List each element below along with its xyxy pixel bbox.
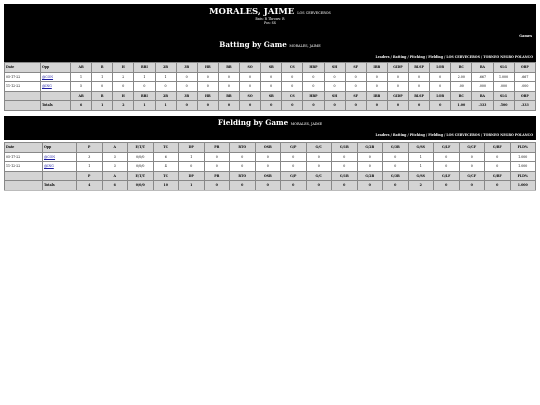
stat-cell: 0 — [332, 162, 358, 172]
stat-cell: 0 — [282, 82, 303, 92]
stat-cell: 1.000 — [510, 162, 536, 172]
column-header: G/CF — [459, 171, 485, 181]
batting-title-text: Batting by Game — [219, 40, 287, 49]
column-header: CS — [282, 63, 303, 73]
stat-cell: 1 — [155, 72, 176, 82]
column-header: TC — [153, 171, 179, 181]
stat-cell: 0 — [409, 72, 430, 82]
column-header: SB — [261, 63, 282, 73]
fielding-title — [4, 118, 536, 127]
column-header: LOB — [430, 91, 451, 101]
opponent-link[interactable]: @ING — [44, 164, 54, 169]
stat-cell: 0 — [113, 82, 134, 92]
table-subheader-row — [5, 91, 536, 101]
column-header: GIDP — [387, 91, 408, 101]
column-header: P — [77, 143, 103, 153]
column-header: PB — [204, 143, 230, 153]
stat-cell: 0 — [306, 162, 332, 172]
stat-cell: .000 — [493, 82, 514, 92]
stat-cell: 1 — [408, 162, 434, 172]
column-header: G/CF — [459, 143, 485, 153]
column-header — [43, 171, 77, 181]
opponent-cell[interactable] — [41, 72, 71, 82]
stat-cell: 0 — [357, 152, 383, 162]
stat-cell: 0 — [176, 72, 197, 82]
total-cell: 0 — [240, 101, 261, 111]
column-header: OSB — [255, 171, 281, 181]
column-header — [5, 171, 43, 181]
column-header: HR — [197, 91, 218, 101]
column-header: BLSP — [409, 63, 430, 73]
column-header: Opp — [43, 143, 77, 153]
stat-cell: 0 — [383, 152, 409, 162]
stat-cell: 0 — [324, 82, 345, 92]
column-header: G/3B — [383, 171, 409, 181]
column-header: G/SS — [408, 143, 434, 153]
column-header: G/P — [281, 171, 307, 181]
stat-cell: 0 — [357, 162, 383, 172]
table-header-row — [5, 63, 536, 73]
stat-cell: 1 — [71, 72, 92, 82]
column-header: G/RF — [485, 143, 511, 153]
column-header: BB — [218, 91, 239, 101]
stat-cell: 0 — [485, 162, 511, 172]
batting-title — [4, 40, 536, 49]
stat-cell: 0 — [459, 152, 485, 162]
column-header: Date — [5, 143, 43, 153]
column-header: CS — [282, 91, 303, 101]
stat-cell: 0 — [204, 162, 230, 172]
total-cell: 6 — [71, 101, 92, 111]
stat-cell: 0 — [383, 162, 409, 172]
column-header: IBB — [366, 91, 387, 101]
stat-cell: 0 — [366, 72, 387, 82]
column-header: FLD% — [510, 171, 536, 181]
opponent-cell[interactable] — [43, 162, 77, 172]
total-cell: 0/0/0 — [128, 181, 154, 191]
stat-cell: 1 — [408, 152, 434, 162]
column-header: RC — [451, 63, 472, 73]
column-header: IBB — [366, 63, 387, 73]
batting-nav-links[interactable]: Leaders / Batting / Pitching / Fielding / LOS CERVECEROS / TORNEO NEGRO POLANCO — [375, 55, 533, 59]
stat-cell: 5 — [71, 82, 92, 92]
stat-cell: 0 — [261, 82, 282, 92]
table-row — [5, 72, 536, 82]
column-header: HBP — [303, 91, 324, 101]
stat-cell: 0 — [485, 152, 511, 162]
column-header: G/LF — [434, 171, 460, 181]
stat-cell: 0 — [387, 82, 408, 92]
stat-cell: 0 — [387, 72, 408, 82]
stat-cell: 0 — [430, 82, 451, 92]
stat-cell: 0 — [230, 152, 256, 162]
total-cell: 0 — [409, 101, 430, 111]
column-header: BA — [472, 63, 493, 73]
games-link[interactable]: Games — [519, 34, 532, 38]
column-header: AB — [71, 63, 92, 73]
column-header: G/C — [306, 171, 332, 181]
total-cell: 0 — [303, 101, 324, 111]
total-cell: 1 — [134, 101, 155, 111]
stat-cell: 0/0/0 — [128, 162, 154, 172]
column-header: E/T/T — [128, 171, 154, 181]
stat-cell: 3 — [77, 152, 103, 162]
opponent-link[interactable]: @CON — [44, 154, 56, 159]
page-divider — [4, 190, 536, 191]
stat-cell: 0 — [303, 82, 324, 92]
totals-row — [5, 181, 536, 191]
column-header: G/LF — [434, 143, 460, 153]
opponent-cell[interactable] — [41, 82, 71, 92]
totals-spacer — [5, 101, 41, 111]
stat-cell: 0 — [434, 152, 460, 162]
column-header: P — [77, 171, 103, 181]
column-header: SH — [324, 63, 345, 73]
stat-cell: 3 — [102, 162, 128, 172]
bats-throws: Bats: R Throws: R — [255, 17, 285, 21]
stat-cell: .000 — [514, 82, 535, 92]
opponent-cell[interactable] — [43, 152, 77, 162]
column-header: 3B — [176, 63, 197, 73]
column-header: R — [92, 63, 113, 73]
column-header — [5, 91, 41, 101]
stat-cell: .667 — [472, 72, 493, 82]
stat-cell: 1.000 — [510, 152, 536, 162]
column-header: SLG — [493, 63, 514, 73]
column-header: AB — [71, 91, 92, 101]
stat-cell: 0 — [306, 152, 332, 162]
column-header: LOB — [430, 63, 451, 73]
column-header: HR — [197, 63, 218, 73]
column-header: G/1B — [332, 143, 358, 153]
total-cell: 1 — [179, 181, 205, 191]
column-header: RBI — [134, 63, 155, 73]
column-header: BB — [218, 63, 239, 73]
stat-cell: 0 — [281, 162, 307, 172]
column-header: A — [102, 143, 128, 153]
total-cell: 0 — [459, 181, 485, 191]
player-name: MORALES, JAIME — [209, 7, 295, 17]
total-cell: 0 — [324, 101, 345, 111]
total-cell: .500 — [493, 101, 514, 111]
column-header: G/2B — [357, 171, 383, 181]
column-header: PB — [204, 171, 230, 181]
stat-cell: 0 — [281, 152, 307, 162]
column-header: H — [113, 91, 134, 101]
total-cell: 0 — [345, 101, 366, 111]
stat-cell: 0 — [240, 82, 261, 92]
game-date: 05-17-22 — [5, 72, 41, 82]
stat-cell: 0 — [179, 162, 205, 172]
total-cell: 0 — [255, 181, 281, 191]
stat-cell: 0 — [134, 82, 155, 92]
total-cell: 0 — [204, 181, 230, 191]
stat-cell: 1 — [134, 72, 155, 82]
total-cell: 4 — [77, 181, 103, 191]
column-header: DP — [179, 171, 205, 181]
total-cell: 0 — [357, 181, 383, 191]
stat-cell: 0 — [255, 162, 281, 172]
column-header: OSB — [255, 143, 281, 153]
stat-cell: 0 — [204, 152, 230, 162]
stat-cell: 0 — [230, 162, 256, 172]
totals-label: Totals — [43, 181, 77, 191]
game-date: 05-17-22 — [5, 152, 43, 162]
stat-cell: 0 — [197, 82, 218, 92]
batting-title-player: MORALES, JAIME — [289, 44, 321, 48]
total-cell: .333 — [472, 101, 493, 111]
column-header: DP — [179, 143, 205, 153]
fielding-title-player: MORALES, JAIME — [290, 122, 323, 126]
column-header: RBI — [134, 91, 155, 101]
column-header: R — [92, 91, 113, 101]
stat-cell: 0 — [218, 82, 239, 92]
stat-cell: 0 — [430, 72, 451, 82]
total-cell: 0 — [281, 181, 307, 191]
stat-cell: 0 — [459, 162, 485, 172]
column-header: SF — [345, 91, 366, 101]
stat-cell: 0 — [261, 72, 282, 82]
column-header: G/SS — [408, 171, 434, 181]
stat-cell: 2.00 — [451, 72, 472, 82]
stat-cell: 0 — [366, 82, 387, 92]
column-header: 2B — [155, 91, 176, 101]
stat-cell: 0 — [197, 72, 218, 82]
column-header: RTO — [230, 143, 256, 153]
player-header — [4, 4, 536, 38]
column-header: BA — [472, 91, 493, 101]
column-header: G/P — [281, 143, 307, 153]
total-cell: 0 — [434, 181, 460, 191]
table-subheader-row — [5, 171, 536, 181]
stat-cell: 0 — [345, 82, 366, 92]
stat-cell: 0 — [303, 72, 324, 82]
total-cell: 0 — [261, 101, 282, 111]
player-name-heading — [4, 4, 536, 17]
column-header: G/3B — [383, 143, 409, 153]
column-header: SH — [324, 91, 345, 101]
column-header — [41, 91, 71, 101]
total-cell: 1 — [155, 101, 176, 111]
column-header: HBP — [303, 63, 324, 73]
stat-cell: .667 — [514, 72, 535, 82]
stat-cell: 0 — [324, 72, 345, 82]
fielding-header — [4, 116, 536, 140]
column-header: 3B — [176, 91, 197, 101]
stat-cell: 4 — [153, 162, 179, 172]
column-header: SO — [240, 63, 261, 73]
total-cell: 10 — [153, 181, 179, 191]
column-header: SB — [261, 91, 282, 101]
total-cell: 1.00 — [451, 101, 472, 111]
fielding-title-text: Fielding by Game — [217, 118, 289, 127]
total-cell: .333 — [514, 101, 535, 111]
table-row — [5, 82, 536, 92]
fielding-table — [4, 142, 536, 191]
position: Pos: SS — [264, 21, 276, 25]
total-cell: 0 — [218, 101, 239, 111]
column-header: GIDP — [387, 63, 408, 73]
stat-cell: 0 — [409, 82, 430, 92]
column-header: G/1B — [332, 171, 358, 181]
total-cell: 1.000 — [510, 181, 536, 191]
column-header: A — [102, 171, 128, 181]
column-header: BLSP — [409, 91, 430, 101]
total-cell: 0 — [383, 181, 409, 191]
total-cell: 0 — [230, 181, 256, 191]
column-header: SF — [345, 63, 366, 73]
total-cell: 0 — [430, 101, 451, 111]
opponent-link[interactable]: @CON — [42, 74, 54, 79]
stat-cell: 0 — [240, 72, 261, 82]
column-header: Opp — [41, 63, 71, 73]
batting-table — [4, 62, 536, 111]
game-date: 11-12-22 — [5, 82, 41, 92]
column-header: Date — [5, 63, 41, 73]
stat-cell: 0 — [176, 82, 197, 92]
stat-cell: 6 — [153, 152, 179, 162]
column-header: G/RF — [485, 171, 511, 181]
column-header: H — [113, 63, 134, 73]
game-date: 11-12-22 — [5, 162, 43, 172]
opponent-link[interactable]: @ING — [42, 84, 52, 89]
fielding-nav-links[interactable]: Leaders / Batting / Pitching / Fielding / LOS CERVECEROS / TORNEO NEGRO POLANCO — [375, 133, 533, 137]
stat-cell: 1 — [92, 72, 113, 82]
total-cell: 0 — [332, 181, 358, 191]
totals-spacer — [5, 181, 43, 191]
column-header: G/C — [306, 143, 332, 153]
column-header: G/2B — [357, 143, 383, 153]
stat-cell: 0 — [332, 152, 358, 162]
stat-cell: .000 — [472, 82, 493, 92]
total-cell: 0 — [197, 101, 218, 111]
stat-cell: 1 — [77, 162, 103, 172]
column-header: FLD% — [510, 143, 536, 153]
total-cell: 0 — [176, 101, 197, 111]
column-header: 2B — [155, 63, 176, 73]
stat-cell: 0 — [434, 162, 460, 172]
column-header: RTO — [230, 171, 256, 181]
stat-cell: 0 — [155, 82, 176, 92]
total-cell: 0 — [485, 181, 511, 191]
stat-cell: 0 — [282, 72, 303, 82]
total-cell: 1 — [92, 101, 113, 111]
table-header-row — [5, 143, 536, 153]
stat-cell: 3 — [102, 152, 128, 162]
totals-row — [5, 101, 536, 111]
player-team: LOS CERVECEROS — [297, 11, 331, 15]
stat-cell: 0 — [255, 152, 281, 162]
total-cell: 6 — [102, 181, 128, 191]
column-header: RC — [451, 91, 472, 101]
stat-cell: 0 — [218, 72, 239, 82]
column-header: E/T/T — [128, 143, 154, 153]
total-cell: 0 — [282, 101, 303, 111]
total-cell: 2 — [113, 101, 134, 111]
table-row — [5, 152, 536, 162]
stat-cell: 0 — [345, 72, 366, 82]
total-cell: 0 — [387, 101, 408, 111]
column-header: OBP — [514, 91, 535, 101]
stat-cell: .00 — [451, 82, 472, 92]
batting-header — [4, 38, 536, 62]
stat-cell: 2 — [113, 72, 134, 82]
totals-label: Totals — [41, 101, 71, 111]
total-cell: 2 — [408, 181, 434, 191]
stat-cell: 1.000 — [493, 72, 514, 82]
column-header: SO — [240, 91, 261, 101]
total-cell: 0 — [306, 181, 332, 191]
table-row — [5, 162, 536, 172]
total-cell: 0 — [366, 101, 387, 111]
column-header: SLG — [493, 91, 514, 101]
column-header: OBP — [514, 63, 535, 73]
stat-cell: 0 — [92, 82, 113, 92]
column-header: TC — [153, 143, 179, 153]
stat-cell: 0/0/0 — [128, 152, 154, 162]
stat-cell: 1 — [179, 152, 205, 162]
